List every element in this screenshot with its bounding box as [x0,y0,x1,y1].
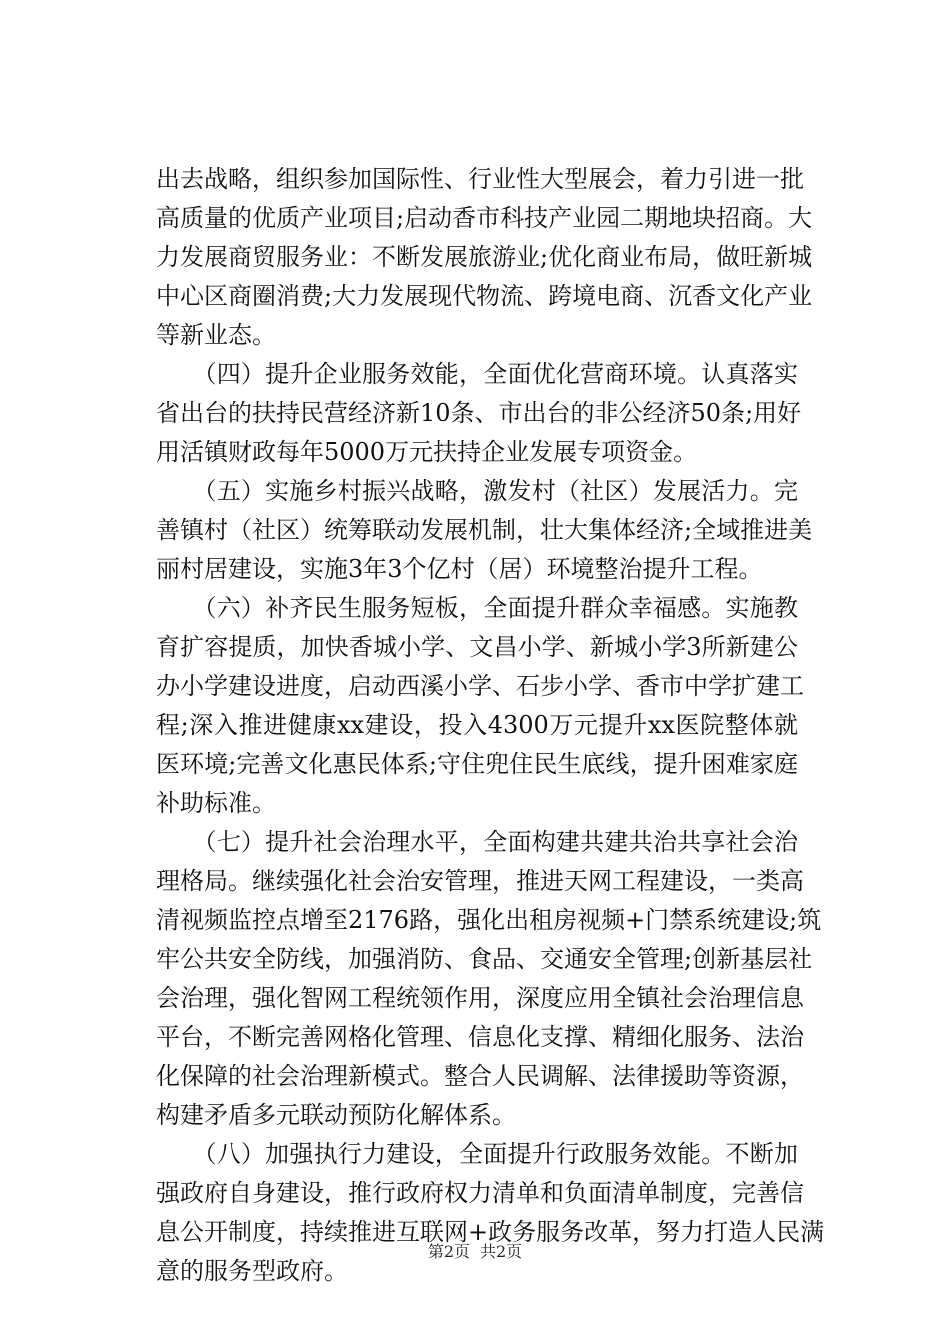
text-line: 善镇村（社区）统筹联动发展机制，壮大集体经济;全域推进美 [156,516,813,544]
page-total: 共2页 [480,1242,523,1261]
text-line: 用活镇财政每年5000万元扶持企业发展专项资金。 [156,438,698,466]
text-line: 牢公共安全防线，加强消防、食品、交通安全管理;创新基层社 [156,945,813,973]
text-line: 医环境;完善文化惠民体系;守住兜住民生底线，提升困难家庭 [156,750,798,778]
text-line: 构建矛盾多元联动预防化解体系。 [156,1101,516,1129]
text-line: 中心区商圈消费;大力发展现代物流、跨境电商、沉香文化产业 [156,282,813,310]
text-line: （四）提升企业服务效能，全面优化营商环境。认真落实 [156,360,798,388]
text-line: 育扩容提质，加快香城小学、文昌小学、新城小学3所新建公 [156,633,798,661]
text-line: 化保障的社会治理新模式。整合人民调解、法律援助等资源， [156,1062,804,1090]
text-line: 补助标准。 [156,789,276,817]
text-line: 息公开制度，持续推进互联网+政务服务改革，努力打造人民满 [156,1218,825,1246]
page-number: 第2页 [427,1242,470,1261]
text-line: 清视频监控点增至2176路，强化出租房视频+门禁系统建设;筑 [156,906,822,934]
text-line: 丽村居建设，实施3年3个亿村（居）环境整治提升工程。 [156,555,763,583]
text-line: （五）实施乡村振兴战略，激发村（社区）发展活力。完 [156,477,798,505]
page-footer [0,1241,950,1263]
text-line: 力发展商贸服务业：不断发展旅游业;优化商业布局，做旺新城 [156,243,813,271]
text-line: 等新业态。 [156,321,276,349]
text-line: 理格局。继续强化社会治安管理，推进天网工程建设，一类高 [156,867,804,895]
text-line: （七）提升社会治理水平，全面构建共建共治共享社会治 [156,828,798,856]
text-line: （八）加强执行力建设，全面提升行政服务效能。不断加 [156,1140,798,1168]
text-line: 强政府自身建设，推行政府权力清单和负面清单制度，完善信 [156,1179,804,1207]
text-line: 意的服务型政府。 [156,1257,348,1285]
text-line: 平台，不断完善网格化管理、信息化支撑、精细化服务、法治 [156,1023,804,1051]
text-line: 省出台的扶持民营经济新10条、市出台的非公经济50条;用好 [156,399,802,427]
text-line: （六）补齐民生服务短板，全面提升群众幸福感。实施教 [156,594,798,622]
text-line: 高质量的优质产业项目;启动香市科技产业园二期地块招商。大 [156,204,813,232]
text-line: 出去战略，组织参加国际性、行业性大型展会，着力引进一批 [156,165,804,193]
text-line: 会治理，强化智网工程统领作用，深度应用全镇社会治理信息 [156,984,804,1012]
text-line: 办小学建设进度，启动西溪小学、石步小学、香市中学扩建工 [156,672,804,700]
text-line: 程;深入推进健康xx建设，投入4300万元提升xx医院整体就 [156,711,798,739]
body-text [156,160,825,1291]
